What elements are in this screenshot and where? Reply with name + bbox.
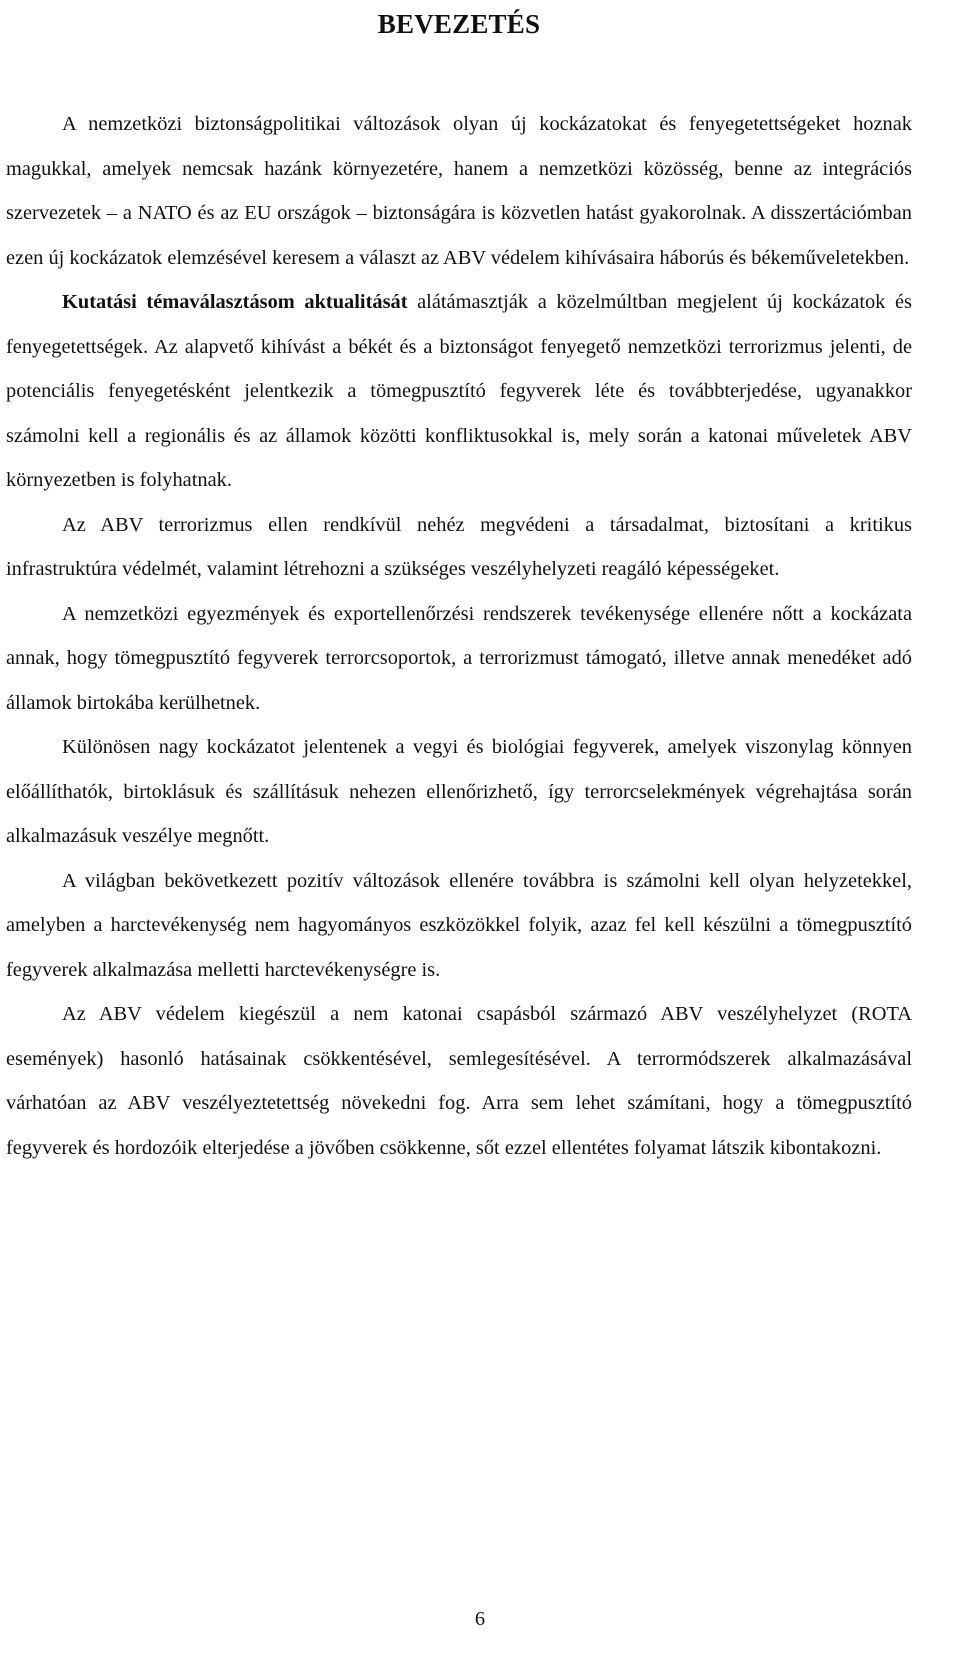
paragraph-6: [6, 859, 912, 993]
paragraph-7-text: Az ABV védelem kiegészül a nem katonai csapásból származó ABV veszélyhelyzet (ROTA események) hasonló hatásainak csökkentésével, semlegesítésével. A terrormódszerek alkalmazásával várhatóan az ABV veszélyeztetettség növekedni fog. Arra sem lehet számítani, hogy a tömegpusztító fegyverek és hordozóik elterjedése a jövőben csökkenne, sőt ezzel ellentétes folyamat látszik kibontakozni.: [6, 1003, 912, 1159]
paragraph-2-text: alátámasztják a közelmúltban megjelent új kockázatok és fenyegetettségek. Az alapvető kihívást a békét és a biztonságot fenyegető nemzetközi terrorizmus jelenti, de potenciális fenyegetésként jelentkezik a tömegpusztító fegyverek léte és továbbterjedése, ugyanakkor számolni kell a regionális és az államok közötti konfliktusokkal is, mely során a katonai műveletek ABV környezetben is folyhatnak.: [6, 291, 912, 491]
paragraph-5: [6, 725, 912, 859]
paragraph-7: [6, 992, 912, 1170]
paragraph-3: [6, 503, 912, 592]
section-heading: BEVEZETÉS: [377, 9, 541, 39]
paragraph-6-text: A világban bekövetkezett pozitív változások ellenére továbbra is számolni kell olyan helyzetekkel, amelyben a harctevékenység nem hagyományos eszközökkel folyik, azaz fel kell készülni a tömegpusztító fegyverek alkalmazása melletti harctevékenységre is.: [6, 869, 912, 981]
document-body: [6, 102, 912, 1170]
page-number: 6: [474, 1608, 486, 1630]
paragraph-5-text: Különösen nagy kockázatot jelentenek a vegyi és biológiai fegyverek, amelyek viszonylag könnyen előállíthatók, birtoklásuk és szállításuk nehezen ellenőrizhető, így terrorcselekmények végrehajtása során alkalmazásuk veszélye megnőtt.: [6, 736, 912, 847]
paragraph-1: [6, 102, 912, 280]
paragraph-4-text: A nemzetközi egyezmények és exportellenőrzési rendszerek tevékenysége ellenére nőtt a kockázata annak, hogy tömegpusztító fegyverek terrorcsoportok, a terrorizmust támogató, illetve annak menedéket adó államok birtokába kerülhetnek.: [6, 602, 912, 714]
paragraph-2: [6, 280, 912, 503]
paragraph-3-text: Az ABV terrorizmus ellen rendkívül nehéz megvédeni a társadalmat, biztosítani a kritikus infrastruktúra védelmét, valamint létrehozni a szükséges veszélyhelyzeti reagáló képességeket.: [6, 513, 912, 580]
paragraph-1-text: A nemzetközi biztonságpolitikai változások olyan új kockázatokat és fenyegetettségeket hoznak magukkal, amelyek nemcsak hazánk környezetére, hanem a nemzetközi közösség, benne az integrációs szervezetek – a NATO és az EU országok – biztonságára is közvetlen hatást gyakorolnak. A disszertációmban ezen új kockázatok elemzésével keresem a választ az ABV védelem kihívásaira háborús és békeműveletekben.: [6, 113, 912, 269]
paragraph-2-bold-lead: Kutatási témaválasztásom aktualitását: [62, 291, 408, 313]
paragraph-4: [6, 592, 912, 726]
